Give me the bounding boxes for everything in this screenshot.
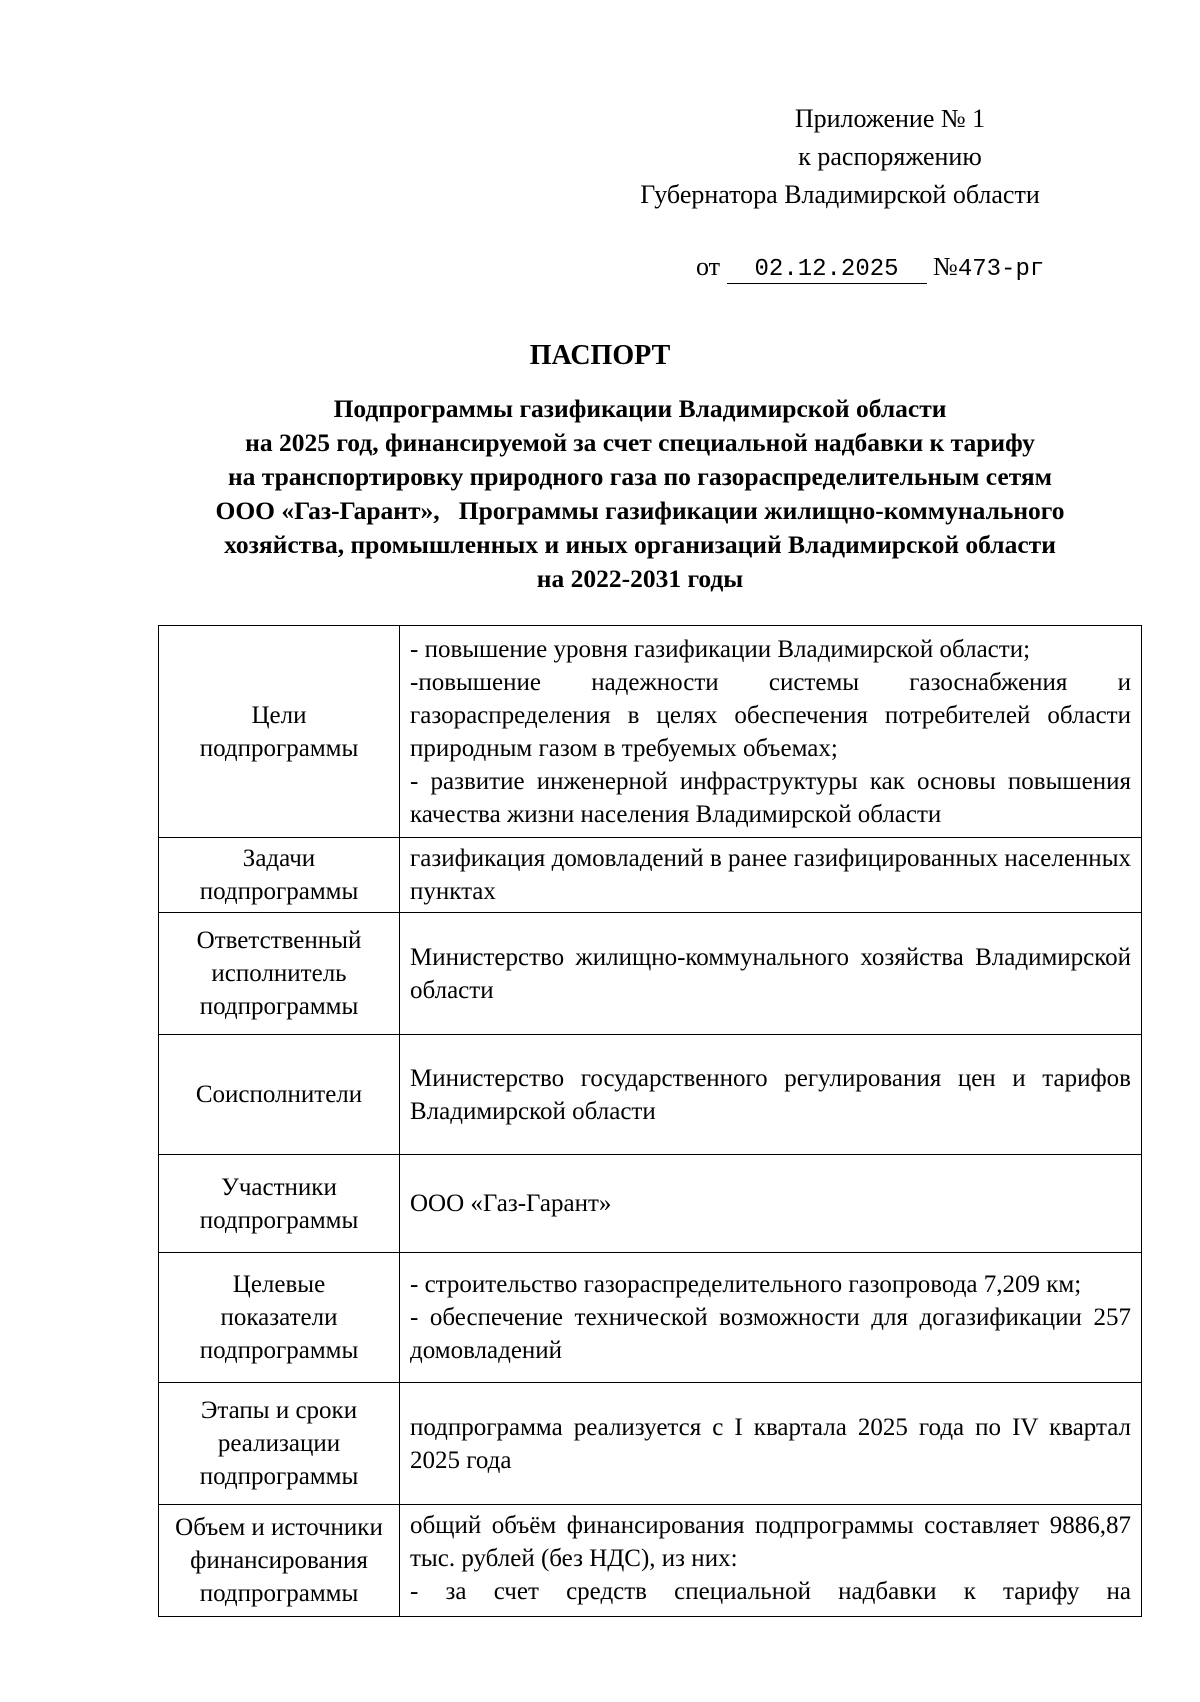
row-value xyxy=(400,626,1142,838)
appendix-reference: к распоряжению xyxy=(798,142,982,171)
number-prefix: № xyxy=(933,252,958,281)
document-subtitle xyxy=(140,392,1140,596)
label-line: Объем и источники xyxy=(175,1514,383,1541)
row-label xyxy=(159,1383,400,1505)
row-value xyxy=(400,1035,1142,1155)
row-value xyxy=(400,1505,1142,1617)
label-line: подпрограммы xyxy=(199,993,359,1020)
value-paragraph: - строительство газораспределительного газопровода 7,209 км; xyxy=(410,1271,1082,1298)
label-line: подпрограммы xyxy=(199,1206,359,1234)
appendix-issuer: Губернатора Владимирской области xyxy=(640,180,1040,209)
label-line: подпрограммы xyxy=(199,1580,359,1607)
value-paragraph: - обеспечение технической возможности для догазификации 257 домовладений xyxy=(410,1304,1131,1364)
order-date-line xyxy=(696,252,1096,284)
row-value xyxy=(400,1155,1142,1253)
value-paragraph: - за счет средств специальной надбавки к тарифу на xyxy=(410,1578,1131,1605)
row-label xyxy=(159,626,400,838)
label-line: подпрограммы xyxy=(199,734,359,762)
row-label xyxy=(159,1253,400,1383)
subtitle-line: на 2025 год, финансируемой за счет специальной надбавки к тарифу xyxy=(245,428,1035,457)
value-paragraph: Министерство жилищно-коммунального хозяйства Владимирской области xyxy=(410,943,1131,1004)
value-paragraph: газификация домовладений в ранее газифицированных населенных пунктах xyxy=(410,845,1131,905)
table-row-responsible xyxy=(159,913,1142,1035)
row-label xyxy=(159,1035,400,1155)
label-line: подпрограммы xyxy=(199,1337,359,1364)
row-label xyxy=(159,1505,400,1617)
subtitle-line: ООО «Газ-Гарант», Программы газификации жилищно-коммунального xyxy=(215,496,1065,525)
label-line: Участники xyxy=(221,1173,337,1201)
label-line: Целевые xyxy=(232,1271,326,1298)
label-line: финансирования xyxy=(190,1547,368,1574)
appendix-header xyxy=(600,100,1080,214)
label-line: Этапы и сроки xyxy=(200,1397,358,1424)
table-row-indicators xyxy=(159,1253,1142,1383)
table-row-goals xyxy=(159,626,1142,838)
table-row-co-executors xyxy=(159,1035,1142,1155)
row-label xyxy=(159,1155,400,1253)
row-label xyxy=(159,838,400,913)
label-line: исполнитель xyxy=(211,960,347,987)
row-value xyxy=(400,1253,1142,1383)
label-line: показатели xyxy=(220,1304,338,1331)
subtitle-line: Подпрограммы газификации Владимирской области xyxy=(333,394,947,423)
row-value xyxy=(400,838,1142,913)
value-paragraph: общий объём финансирования подпрограммы составляет 9886,87 тыс. рублей (без НДС), из них: xyxy=(410,1512,1131,1572)
table-row-stages xyxy=(159,1383,1142,1505)
subtitle-line: на 2022-2031 годы xyxy=(536,564,744,593)
value-paragraph: - повышение уровня газификации Владимирской области; xyxy=(410,635,1031,663)
label-line: подпрограммы xyxy=(199,1463,359,1490)
document-title: ПАСПОРТ xyxy=(529,340,671,371)
label-line: Соисполнители xyxy=(195,1081,363,1108)
value-paragraph: - развитие инженерной инфраструктуры как основы повышения качества жизни населения Владимирской области xyxy=(410,767,1131,828)
label-line: Задачи xyxy=(242,845,316,872)
label-line: Ответственный xyxy=(196,927,362,954)
appendix-number: Приложение № 1 xyxy=(794,104,986,133)
date-prefix: от xyxy=(696,252,721,281)
subtitle-line: на транспортировку природного газа по газораспределительным сетям xyxy=(227,462,1053,491)
value-paragraph: подпрограмма реализуется с I квартала 2025 года по IV квартал 2025 года xyxy=(410,1413,1131,1474)
row-value xyxy=(400,913,1142,1035)
order-number: 473-рг xyxy=(957,256,1045,283)
value-paragraph: ООО «Газ-Гарант» xyxy=(410,1190,612,1217)
order-date: 02.12.2025 xyxy=(727,256,927,284)
value-paragraph: Министерство государственного регулирования цен и тарифов Владимирской области xyxy=(410,1064,1131,1125)
subtitle-line: хозяйства, промышленных и иных организаций Владимирской области xyxy=(224,530,1056,559)
table-row-funding xyxy=(159,1505,1142,1617)
label-line: подпрограммы xyxy=(199,878,359,905)
label-line: реализации xyxy=(217,1430,341,1457)
table-row-tasks xyxy=(159,838,1142,913)
passport-table xyxy=(158,625,1142,1617)
value-paragraph: -повышение надежности системы газоснабжения и газораспределения в целях обеспечения потребителей области природным газом в требуемых объемах; xyxy=(410,668,1131,762)
row-label xyxy=(159,913,400,1035)
row-value xyxy=(400,1383,1142,1505)
label-line: Цели xyxy=(251,701,307,729)
table-row-participants xyxy=(159,1155,1142,1253)
